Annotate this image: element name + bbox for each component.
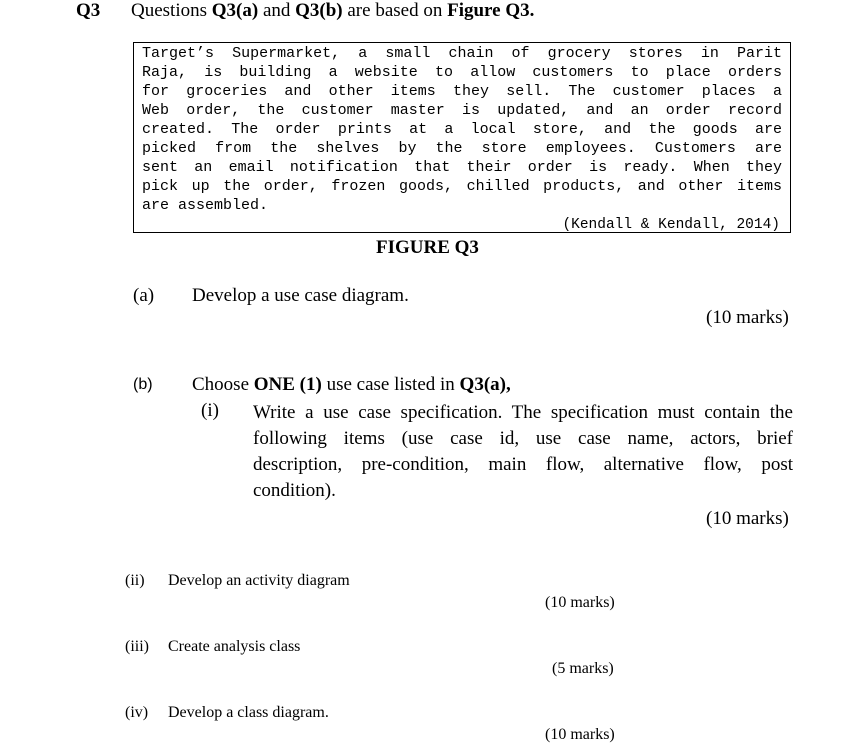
part-b-intro (192, 374, 511, 396)
figure-label: FIGURE Q3 (376, 237, 479, 258)
sub-ii-text: Develop an activity diagram (168, 572, 350, 589)
sub-i-label: (i) (201, 400, 219, 421)
part-a-label: (a) (133, 285, 155, 306)
sub-i-line: description, pre-condition, main flow, alternative flow, post (253, 454, 793, 475)
case-study-box (133, 42, 791, 233)
intro-bold-q3a: Q3(a), (459, 374, 511, 395)
sub-i-line: following items (use case id, use case name, actors, brief (253, 428, 793, 449)
intro-middle: use case listed in (321, 374, 460, 395)
case-line: for groceries and other items they sell. The customer places a (142, 83, 782, 100)
header-and: and (258, 0, 296, 21)
header-q3a: Q3(a) (211, 0, 259, 21)
case-line: picked from the shelves by the store employees. Customers are (142, 140, 782, 157)
header-prefix: Questions (131, 0, 212, 21)
header-q3b: Q3(b) (295, 0, 343, 21)
case-line: are assembled. (142, 197, 269, 214)
question-header (131, 0, 534, 22)
header-middle: are based on (342, 0, 448, 21)
case-line: pick up the order, frozen goods, chilled products, and other items (142, 178, 782, 195)
part-a-marks: (10 marks) (706, 307, 789, 328)
case-line: Raja, is building a website to allow customers to place orders (142, 64, 782, 81)
header-figure-ref: Figure Q3. (447, 0, 535, 21)
sub-ii-label: (ii) (125, 572, 145, 589)
sub-iv-marks: (10 marks) (545, 726, 615, 743)
case-line: Web order, the customer master is updated, and an order record (142, 102, 782, 119)
part-a-text: Develop a use case diagram. (192, 285, 409, 306)
sub-iii-label: (iii) (125, 638, 149, 655)
intro-bold-one: ONE (1) (253, 374, 322, 395)
sub-i-line: condition). (253, 480, 336, 501)
part-b-label: (b) (133, 376, 153, 393)
intro-prefix: Choose (192, 374, 254, 395)
sub-i-marks: (10 marks) (706, 508, 789, 529)
sub-i-line: Write a use case specification. The specification must contain the (253, 402, 793, 423)
case-line: created. The order prints at a local store, and the goods are (142, 121, 782, 138)
case-line: Target’s Supermarket, a small chain of grocery stores in Parit (142, 45, 782, 62)
sub-ii-marks: (10 marks) (545, 594, 615, 611)
citation: (Kendall & Kendall, 2014) (562, 217, 780, 233)
sub-iii-text: Create analysis class (168, 638, 301, 655)
sub-iii-marks: (5 marks) (552, 660, 614, 677)
sub-iv-label: (iv) (125, 704, 149, 721)
case-line: sent an email notification that their order is ready. When they (142, 159, 782, 176)
question-number: Q3 (76, 0, 101, 21)
sub-iv-text: Develop a class diagram. (168, 704, 329, 721)
